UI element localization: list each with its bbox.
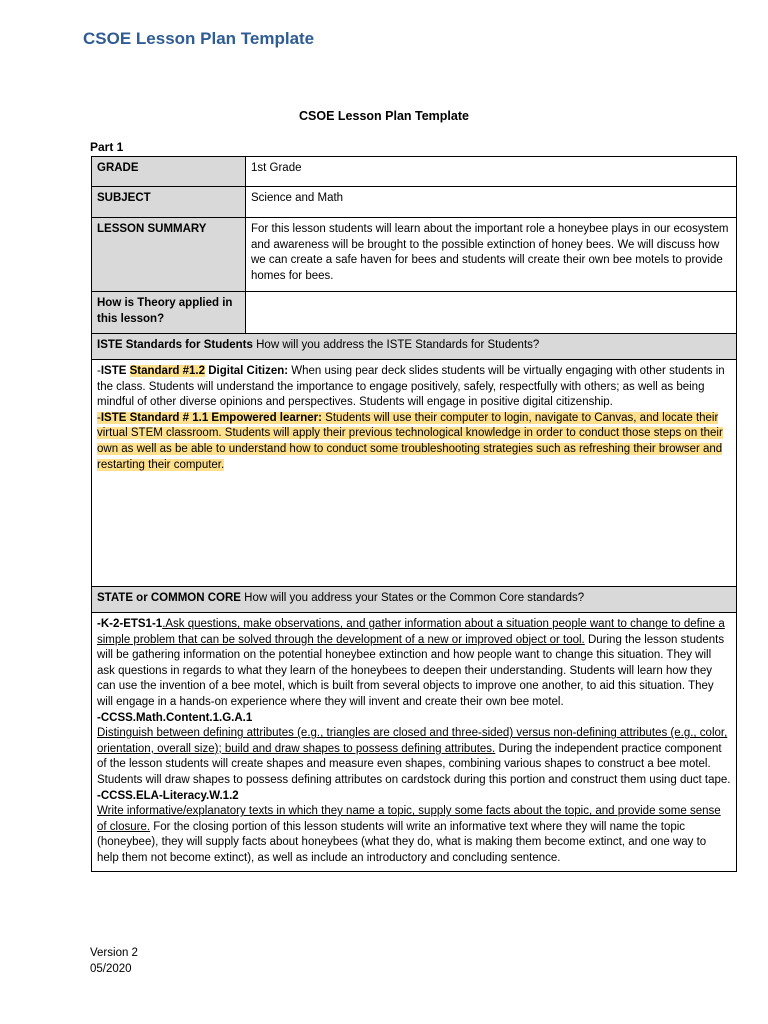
- iste-s2-text: Students will use their computer to login, navigate to Canvas, and locate their virtual STEM classroom. Students will apply their previous technological knowledge in order to conduct those steps on their own as well as be able to understand how to conduct some troubleshooting strategies such as refreshing their browser and restarting their computer.: [97, 411, 723, 471]
- iste-header-question: How will you address the ISTE Standards for Students?: [252, 339, 540, 351]
- iste-header-row: [92, 334, 737, 360]
- version-date: 05/2020: [90, 963, 132, 975]
- iste-s1-title: Digital Citizen:: [205, 365, 289, 377]
- iste-s1-dash: -: [97, 365, 101, 377]
- version-label: Version 2: [90, 947, 138, 959]
- grade-label: GRADE: [92, 157, 246, 187]
- iste-s2-title: ISTE Standard # 1.1 Empowered learner:: [100, 411, 322, 424]
- summary-row: [92, 218, 737, 292]
- math-standard-text: Distinguish between defining attributes (e.g., triangles are closed and three-sided) versus non-defining attributes (e.g., color, orientation, overall size); build and draw shapes to possess defining attributes.: [97, 727, 728, 755]
- theory-label: How is Theory applied in this lesson?: [92, 292, 246, 334]
- iste-content: [92, 360, 737, 587]
- k2-standard-code: -K-2-ETS1-1: [97, 618, 163, 630]
- ela-standard-code: -CCSS.ELA-Literacy.W.1.2: [97, 789, 239, 802]
- iste-header: [92, 334, 737, 360]
- document-title: CSOE Lesson Plan Template: [299, 109, 469, 123]
- k2-standard-text: .Ask questions, make observations, and gather information about a situation people want to change to define a simple problem that can be solved through the development of a new or improved object or tool.: [97, 618, 725, 646]
- summary-label: LESSON SUMMARY: [92, 218, 246, 292]
- summary-value: For this lesson students will learn about the important role a honeybee plays in our ecosystem and awareness will be brought to the possible extinction of honey bees. We will discuss how we can create a safe haven for bees and students will create their own bee motels to provide homes for bees.: [246, 218, 737, 292]
- iste-s1-prefix: ISTE: [100, 365, 130, 377]
- ela-explanation: For the closing portion of this lesson students will write an informative text where they will name the topic (honeybee), they will supply facts about honeybees (what they do, what is making them become extinct, and one way to help them not become extinct), as well as include an introductory and concluding sentence.: [97, 820, 707, 864]
- part-label: Part 1: [90, 140, 124, 154]
- state-content: [92, 613, 737, 872]
- iste-s1-standard: Standard #1.2: [129, 365, 206, 377]
- ela-standard-text: Write informative/explanatory texts in which they name a topic, supply some facts about the topic, and provide some sense of closure.: [97, 805, 721, 833]
- iste-s1-text: When using pear deck slides students will be virtually engaging with other students in the class. Students will understand the importance to engage positively, safely, respectfully with others; as well as being mindful of other diverse opinions and perspectives. Students will engage in positive digital citizenship.: [97, 365, 725, 409]
- math-standard-code: -CCSS.Math.Content.1.G.A.1: [97, 711, 253, 724]
- state-header-title: STATE or COMMON CORE: [97, 592, 241, 604]
- iste-content-row: [92, 360, 737, 587]
- grade-value: 1st Grade: [246, 157, 737, 187]
- footer: [90, 945, 138, 977]
- state-header: [92, 587, 737, 613]
- header-title: CSOE Lesson Plan Template: [83, 29, 315, 48]
- math-explanation: During the independent practice component of the lesson students will create shapes and measure even shapes, combining various shapes to construct a bee motel. Students will draw shapes to possess defining attributes on cardstock during this portion and construct them using duct tape.: [97, 742, 731, 786]
- theory-value: [246, 292, 737, 334]
- state-header-row: [92, 587, 737, 613]
- subject-value: Science and Math: [246, 187, 737, 218]
- iste-s2-dash: -: [97, 411, 101, 424]
- lesson-plan-table: [91, 156, 737, 872]
- subject-label: SUBJECT: [92, 187, 246, 218]
- k2-explanation: During the lesson students will be gathering information on the potential honeybee extinction and how people want to change this situation. They will ask questions in regards to what they learn of the honeybees to deepen their understanding. Students will learn how they can use the invention of a bee motel, which is built from several objects to improve one another, to aid this situation. They will engage in a hands-on experience where they will invent and create their own bee motel.: [97, 633, 725, 708]
- state-content-row: [92, 613, 737, 872]
- state-header-question: How will you address your States or the Common Core standards?: [240, 592, 585, 604]
- iste-header-title: ISTE Standards for Students: [97, 339, 253, 351]
- subject-row: [92, 187, 737, 218]
- grade-row: [92, 157, 737, 187]
- theory-row: [92, 292, 737, 334]
